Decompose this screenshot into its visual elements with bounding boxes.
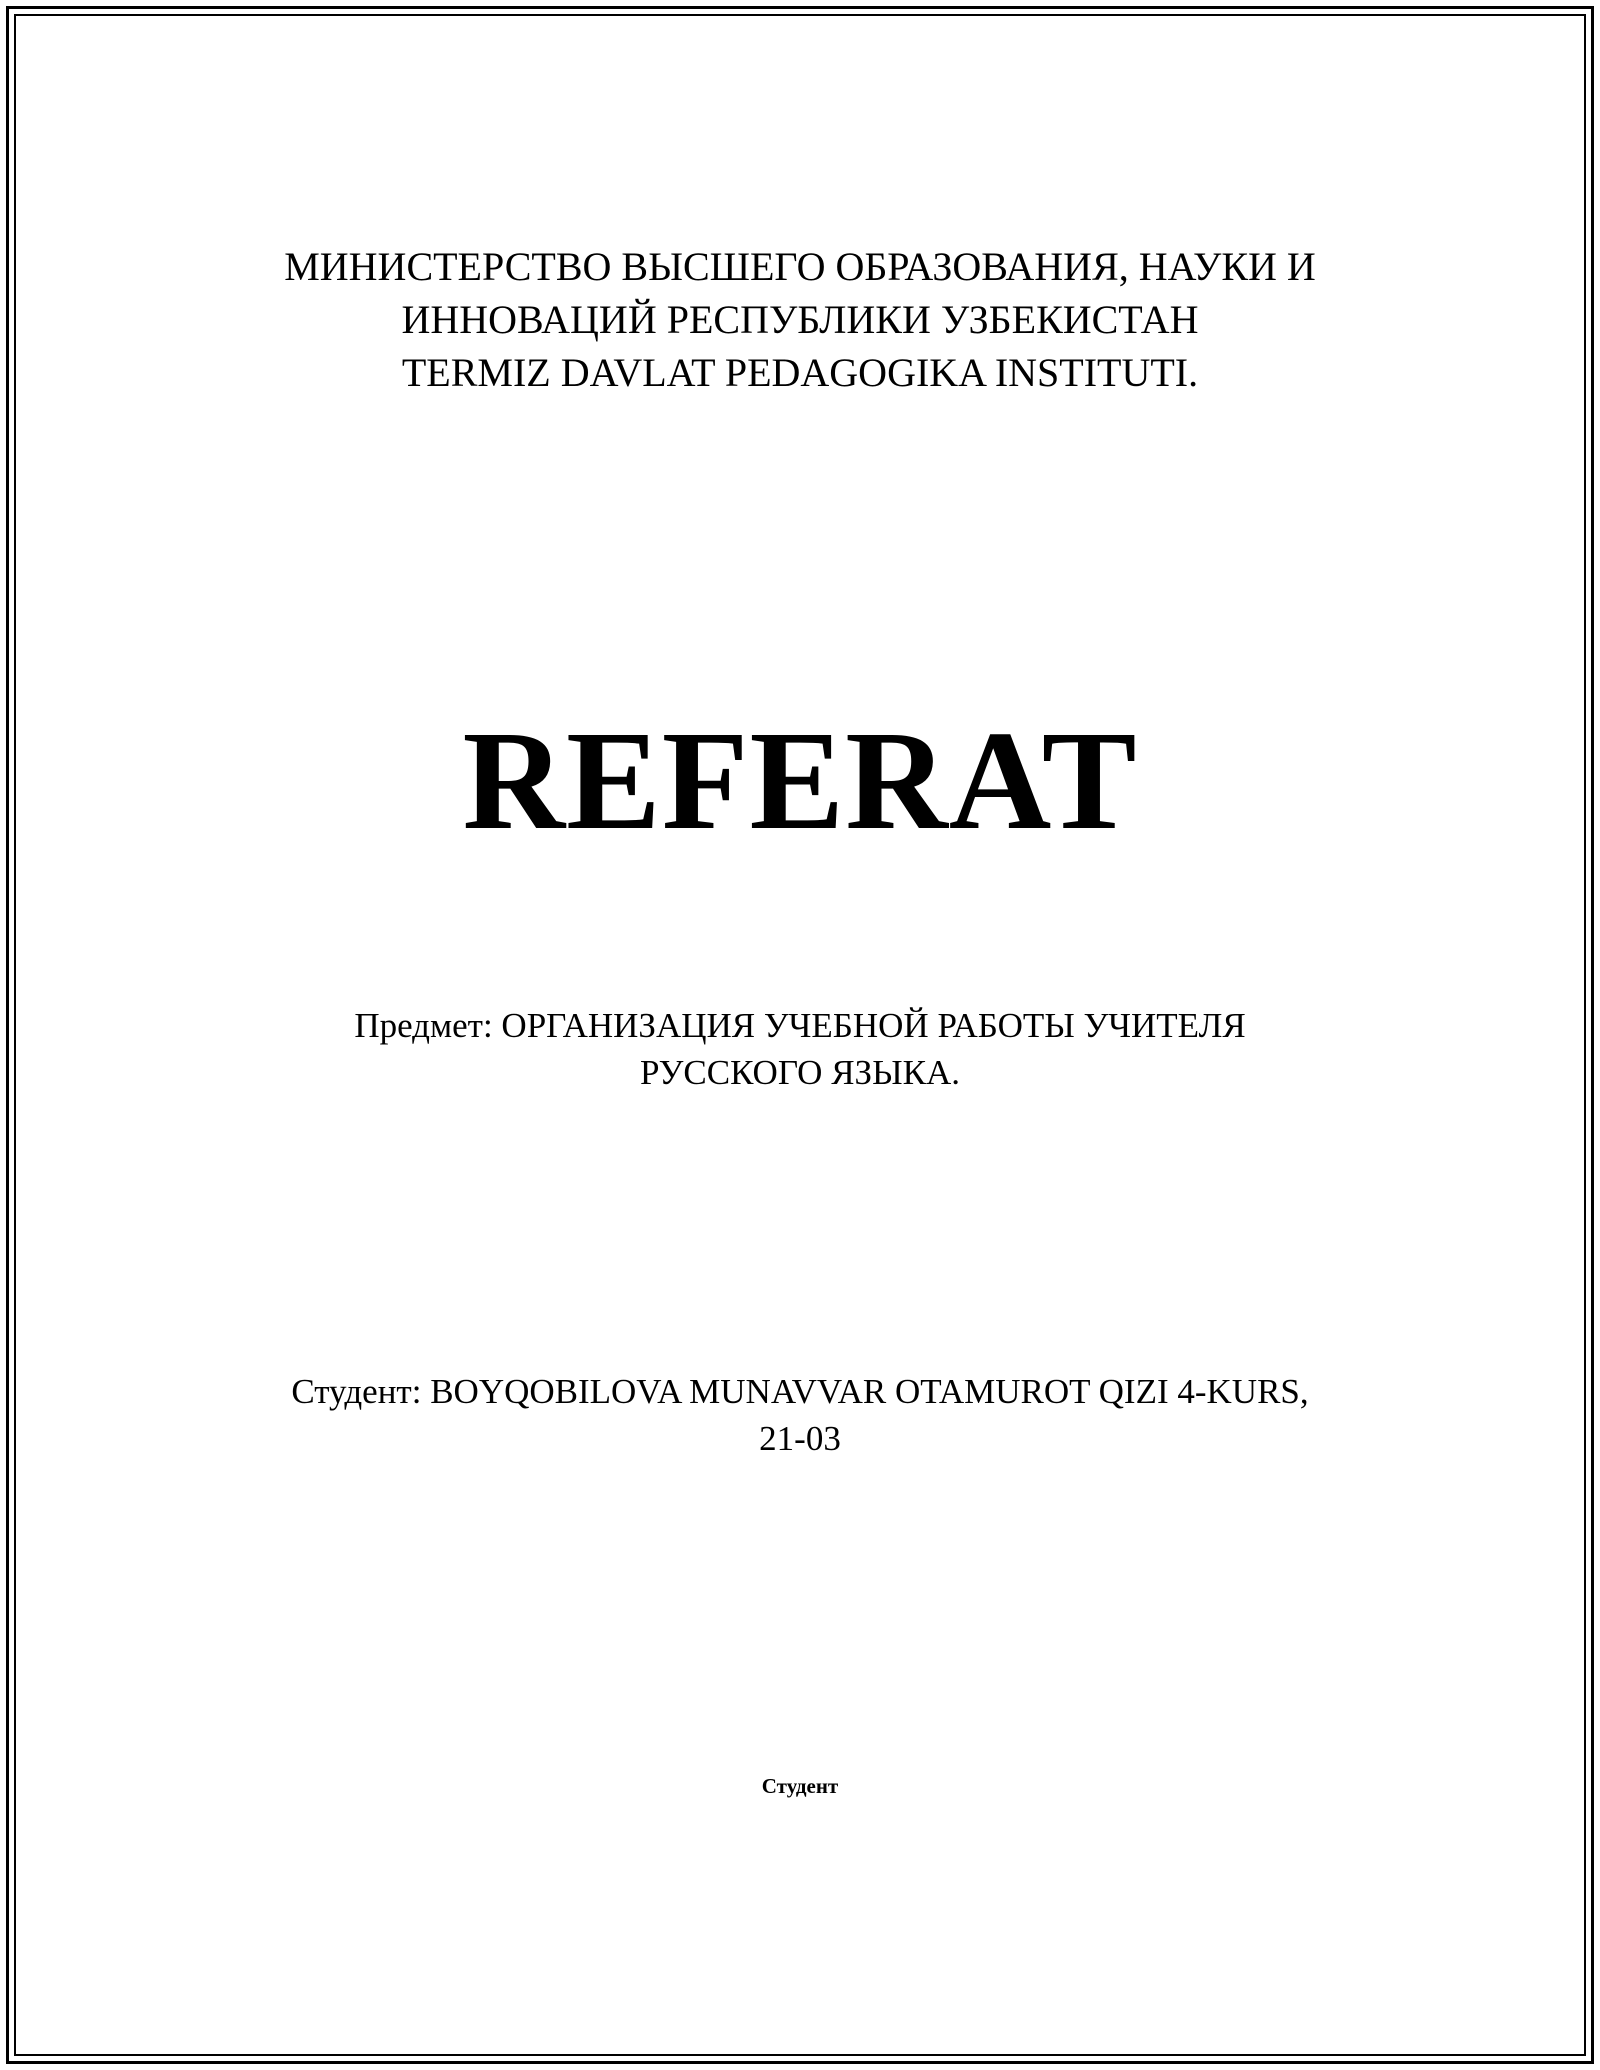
subject-line-2: РУССКОГО ЯЗЫКА. [640,1053,960,1092]
ministry-line-2: ИННОВАЦИЙ РЕСПУБЛИКИ УЗБЕКИСТАН [401,297,1199,342]
student-signature-label: Студент [761,1774,839,1798]
student-line-2: 21-03 [759,1419,841,1458]
document-title: REFERAT [462,701,1138,859]
subject-block [0,1002,1600,1096]
ministry-header [0,240,1600,399]
institute-name: TERMIZ DAVLAT PEDAGOGIKA INSTITUTI. [401,350,1199,395]
student-block [0,1368,1600,1462]
student-line-1: Студент: BOYQOBILOVA MUNAVVAR OTAMUROT QIZI 4-KURS, [291,1372,1309,1411]
subject-line-1: Предмет: ОРГАНИЗАЦИЯ УЧЕБНОЙ РАБОТЫ УЧИТЕЛЯ [354,1006,1246,1045]
ministry-line-1: МИНИСТЕРСТВО ВЫСШЕГО ОБРАЗОВАНИЯ, НАУКИ И [284,244,1316,289]
